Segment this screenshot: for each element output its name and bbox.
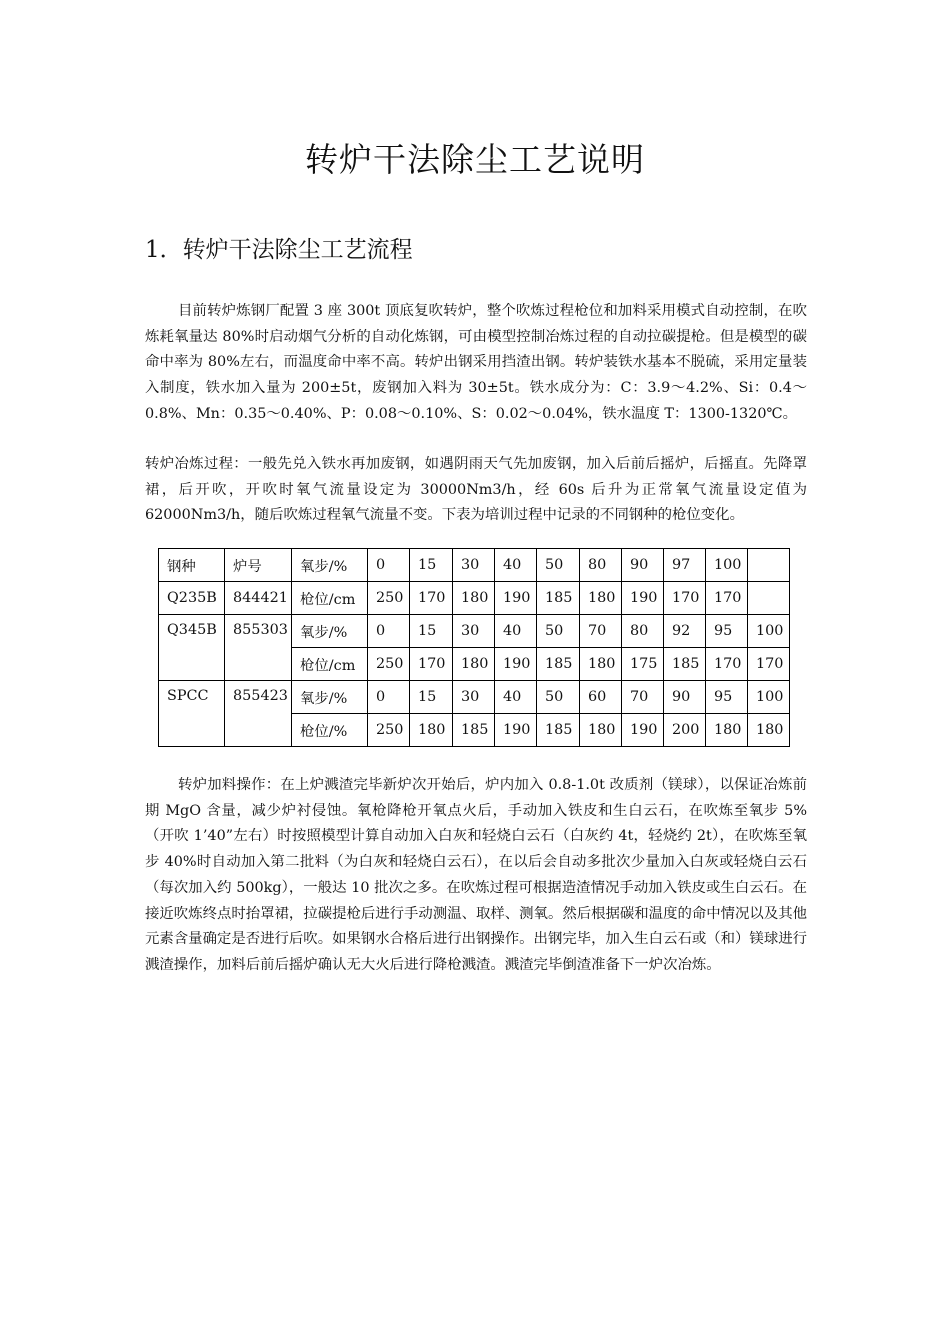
table-cell: 170 — [664, 582, 706, 615]
table-row — [159, 615, 790, 648]
table-cell: 炉号 — [225, 549, 292, 582]
table-cell: 190 — [495, 582, 537, 615]
table-cell: 170 — [748, 648, 790, 681]
table-cell: 190 — [495, 714, 537, 747]
table-cell: 185 — [664, 648, 706, 681]
row-label-cell: 氧步/% — [292, 615, 368, 648]
table-cell: 50 — [537, 681, 580, 714]
heat-number-cell: 855303 — [225, 615, 292, 681]
table-cell — [748, 582, 790, 615]
table-cell: 90 — [622, 549, 664, 582]
table-cell: 170 — [410, 648, 453, 681]
heat-number-cell: 844421 — [225, 582, 292, 615]
table-cell: 70 — [580, 615, 622, 648]
table-cell: 200 — [664, 714, 706, 747]
table-cell: 95 — [706, 615, 748, 648]
table-cell: 250 — [368, 582, 410, 615]
table-cell: 80 — [622, 615, 664, 648]
table-row — [159, 681, 790, 714]
table-cell: 40 — [495, 549, 537, 582]
table-cell: 190 — [622, 582, 664, 615]
table-cell: 180 — [410, 714, 453, 747]
table-cell: 185 — [537, 714, 580, 747]
table-cell: 100 — [748, 681, 790, 714]
table-cell: 95 — [706, 681, 748, 714]
table-cell: 40 — [495, 681, 537, 714]
steel-grade-cell: Q345B — [159, 615, 225, 681]
table-cell: 80 — [580, 549, 622, 582]
steel-grade-cell: SPCC — [159, 681, 225, 747]
heat-number-cell: 855423 — [225, 681, 292, 747]
paragraph-smelting-process: 转炉冶炼过程：一般先兑入铁水再加废钢，如遇阴雨天气先加废钢，加入后前后摇炉，后摇直。先降罩裙，后开吹，开吹时氧气流量设定为 30000Nm3/h，经 60s 后升为正常氧气流量设定值为 62000Nm3/h，随后吹炼过程氧气流量不变。下表为培训过程中记录的不同钢种的枪位变化。 — [145, 456, 807, 524]
table-cell: 100 — [748, 615, 790, 648]
table-cell: 180 — [453, 582, 495, 615]
paragraph-intro: 目前转炉炼钢厂配置 3 座 300t 顶底复吹转炉，整个吹炼过程枪位和加料采用模式自动控制，在吹炼耗氧量达 80%时启动烟气分析的自动化炼钢，可由模型控制冶炼过程的自动拉碳提枪。但是模型的碳命中率为 80%左右，而温度命中率不高。转炉出钢采用挡渣出钢。转炉装铁水基本不脱硫，采用定量装入制度，铁水加入量为 200±5t，废钢加入料为 30±5t。铁水成分为：C：3.9～4.2%、Si：0.4～0.8%、Mn：0.35～0.40%、P：0.08～0.10%、S：0.02～0.04%，铁水温度 T：1300-1320℃。 — [145, 303, 807, 422]
table-cell: 50 — [537, 615, 580, 648]
steel-grade-cell: Q235B — [159, 582, 225, 615]
table-cell: 190 — [495, 648, 537, 681]
table-cell: 0 — [368, 615, 410, 648]
table-cell: 0 — [368, 549, 410, 582]
row-label-cell: 氧步/% — [292, 681, 368, 714]
table-cell: 190 — [622, 714, 664, 747]
lance-position-table — [158, 548, 790, 747]
section-heading: 1．转炉干法除尘工艺流程 — [145, 237, 413, 263]
table-cell: 250 — [368, 648, 410, 681]
table-cell: 175 — [622, 648, 664, 681]
table-cell: 50 — [537, 549, 580, 582]
table-cell: 90 — [664, 681, 706, 714]
table-cell: 180 — [453, 648, 495, 681]
table-cell: 180 — [580, 582, 622, 615]
table-cell: 0 — [368, 681, 410, 714]
table-cell: 170 — [706, 648, 748, 681]
table-cell: 180 — [580, 648, 622, 681]
table-cell: 185 — [453, 714, 495, 747]
table-cell: 180 — [748, 714, 790, 747]
table-cell: 40 — [495, 615, 537, 648]
table-cell: 15 — [410, 615, 453, 648]
table-cell: 97 — [664, 549, 706, 582]
table-cell: 92 — [664, 615, 706, 648]
table-cell: 钢种 — [159, 549, 225, 582]
table-cell: 170 — [706, 582, 748, 615]
table-row — [159, 582, 790, 615]
row-label-cell: 枪位/% — [292, 714, 368, 747]
row-label-cell: 枪位/cm — [292, 582, 368, 615]
table-cell: 氧步/% — [292, 549, 368, 582]
table-cell: 60 — [580, 681, 622, 714]
table-cell: 170 — [410, 582, 453, 615]
table-cell: 30 — [453, 615, 495, 648]
document-title: 转炉干法除尘工艺说明 — [305, 140, 645, 179]
table-cell — [748, 549, 790, 582]
paragraph-charging-operation: 转炉加料操作：在上炉溅渣完毕新炉次开始后，炉内加入 0.8-1.0t 改质剂（镁球），以保证冶炼前期 MgO 含量，减少炉衬侵蚀。氧枪降枪开氧点火后，手动加入铁皮和生白云石，在吹炼至氧步 5%（开吹 1’40”左右）时按照模型计算自动加入白灰和轻烧白云石（白灰约 4t，轻烧约 2t），在吹炼至氧步 40%时自动加入第二批料（为白灰和轻烧白云石），在以后会自动多批次少量加入白灰或轻烧白云石（每次加入约 500kg），一般达 10 批次之多。在吹炼过程可根据造渣情况手动加入铁皮或生白云石。在接近吹炼终点时抬罩裙，拉碳提枪后进行手动测温、取样、测氧。然后根据碳和温度的命中情况以及其他元素含量确定是否进行后吹。如果钢水合格后进行出钢操作。出钢完毕，加入生白云石或（和）镁球进行溅渣操作，加料后前后摇炉确认无大火后进行降枪溅渣。溅渣完毕倒渣准备下一炉次冶炼。 — [145, 777, 807, 973]
table-cell: 180 — [580, 714, 622, 747]
table-cell: 185 — [537, 648, 580, 681]
table-cell: 100 — [706, 549, 748, 582]
row-label-cell: 枪位/cm — [292, 648, 368, 681]
table-cell: 250 — [368, 714, 410, 747]
table-cell: 185 — [537, 582, 580, 615]
table-cell: 70 — [622, 681, 664, 714]
table-cell: 15 — [410, 681, 453, 714]
table-cell: 180 — [706, 714, 748, 747]
table-header-row — [159, 549, 790, 582]
table-cell: 30 — [453, 549, 495, 582]
table-cell: 15 — [410, 549, 453, 582]
table-cell: 30 — [453, 681, 495, 714]
